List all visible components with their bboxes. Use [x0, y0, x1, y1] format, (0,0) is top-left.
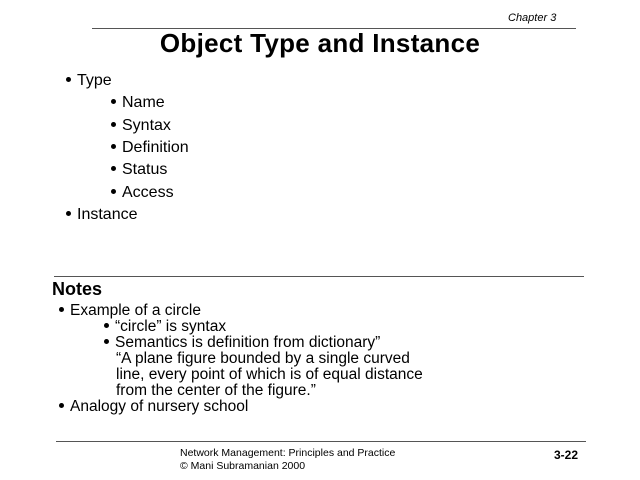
notes-divider	[54, 276, 584, 277]
outline-sublabel: Status	[122, 161, 168, 178]
bullet-icon	[111, 189, 116, 194]
note-quote-line: from the center of the figure.”	[116, 382, 316, 399]
footer-copyright: © Mani Subramanian 2000	[180, 460, 306, 472]
bullet-icon	[59, 403, 64, 408]
note-text: Analogy of nursery school	[70, 398, 249, 415]
note-subitem	[104, 335, 380, 351]
bullet-icon	[111, 99, 116, 104]
page-number: 3-22	[554, 448, 579, 462]
outline-item-type	[66, 72, 112, 90]
outline-subitem	[111, 139, 189, 157]
bullet-icon	[104, 323, 109, 328]
note-quote-line: line, every point of which is of equal distance	[116, 366, 423, 383]
outline-subitem	[111, 117, 171, 135]
note-item	[59, 303, 201, 319]
bullet-icon	[104, 339, 109, 344]
note-item	[59, 399, 248, 415]
footer-book-title: Network Management: Principles and Practice	[180, 447, 396, 459]
note-text: Semantics is definition from dictionary”	[115, 334, 381, 351]
bullet-icon	[111, 122, 116, 127]
outline-sublabel: Name	[122, 94, 165, 111]
bullet-icon	[111, 166, 116, 171]
note-text: “circle” is syntax	[115, 318, 227, 335]
outline-item-instance	[66, 206, 137, 224]
bullet-icon	[66, 211, 71, 216]
bullet-icon	[66, 77, 71, 82]
outline-subitem	[111, 184, 174, 202]
outline-sublabel: Definition	[122, 139, 189, 156]
note-quote-line: “A plane figure bounded by a single curved	[116, 350, 410, 367]
outline-sublabel: Access	[122, 184, 174, 201]
outline-label: Type	[77, 72, 112, 89]
notes-heading: Notes	[52, 279, 103, 299]
note-text: Example of a circle	[70, 302, 201, 319]
bullet-icon	[59, 307, 64, 312]
outline-sublabel: Syntax	[122, 117, 171, 134]
note-subitem	[104, 319, 226, 335]
slide-title: Object Type and Instance	[159, 28, 481, 58]
outline-label: Instance	[77, 206, 138, 223]
outline-subitem	[111, 161, 167, 179]
outline-subitem	[111, 94, 165, 112]
chapter-label: Chapter 3	[508, 12, 557, 24]
footer-divider	[56, 441, 586, 442]
bullet-icon	[111, 144, 116, 149]
